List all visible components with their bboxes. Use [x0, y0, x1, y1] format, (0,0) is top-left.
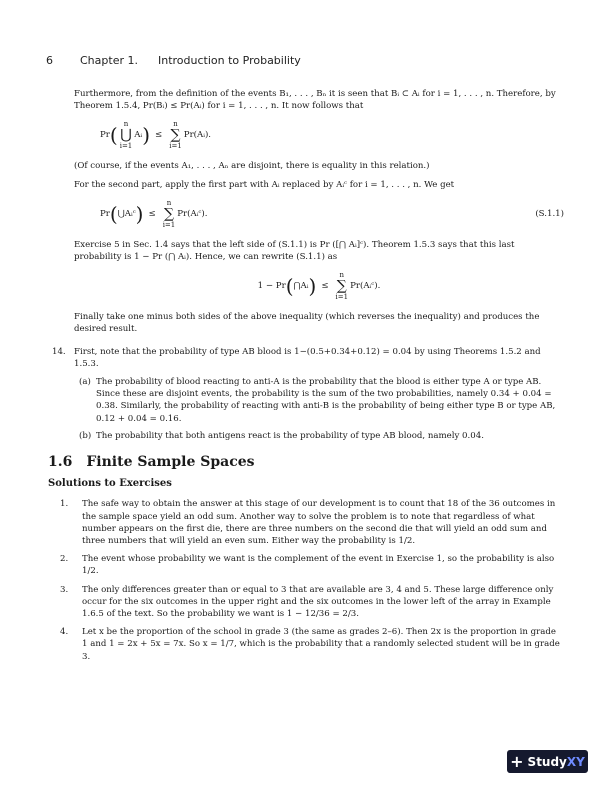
eq-lhs: 1 − Pr — [257, 281, 286, 292]
item-text: The safe way to obtain the answer at this stage of our development is to count that 18 of the 36 outcomes in the sample space yield an odd sum. Another way to solve the problem is to note that regardless of what number appears on the first die, there are three numbers on the second die that will yield an odd sum and three numbers that will yield an even sum. Either way the probability is 1/2. — [82, 499, 556, 547]
exercise-list — [60, 498, 564, 662]
item-text: The event whose probability we want is the complement of the event in Exercise 1, so the probability is also 1/2. — [82, 554, 555, 577]
sum-operator — [169, 120, 182, 150]
paren-close: ) — [142, 123, 151, 148]
plus-icon: + — [510, 752, 524, 771]
equation-complement — [74, 271, 564, 301]
page-number: 6 — [46, 54, 53, 67]
paren-open: ( — [285, 274, 294, 299]
sum-symbol: ∑ — [163, 205, 174, 222]
item-label: 2. — [60, 554, 69, 565]
sum-lower: i=1 — [335, 293, 349, 302]
sub-item-a — [79, 376, 564, 425]
sub-text: The probability of blood reacting to anti-A is the probability that the blood is either type A or type AB. Since these are disjoint events, the probability is the sum of the two probabilities, namely 0.34 + 0.04 = 0.38. Similarly, the probability of reacting with anti-B is the probability of being either type B or type AB, 0.12 + 0.04 = 0.16. — [96, 377, 556, 424]
paren-open: ( — [109, 201, 118, 226]
eq-arg: Aᵢ — [134, 130, 143, 141]
paren-close: ) — [308, 274, 317, 299]
op-symbol: ⋃ — [120, 127, 132, 144]
equation-number: (S.1.1) — [535, 208, 564, 219]
sum-operator — [163, 199, 176, 229]
studyxy-logo[interactable] — [507, 750, 588, 773]
sub-label: (b) — [79, 430, 92, 441]
eq-relation: ≤ — [155, 130, 163, 141]
item-text: The only differences greater than or equal to 3 that are available are 3, 4 and 5. These large difference only occur for the six outcomes in the upper right and the six outcomes in the lower left of the array in Example 1.6.5 of the text. So the probability we want is 1 − 12/36 = 2/3. — [82, 584, 554, 620]
eq-rhs: Pr(Aᵢᶜ). — [177, 208, 208, 219]
list-item — [60, 498, 564, 547]
section-number: 1.6 — [48, 454, 73, 471]
eq-relation: ≤ — [321, 281, 329, 292]
paragraph: (Of course, if the events A₁, . . . , Aₙ are disjoint, there is equality in this relation.) — [74, 161, 430, 172]
logo-text: Study — [527, 754, 567, 769]
eq-lhs: Pr — [100, 208, 110, 219]
sum-symbol: ∑ — [336, 278, 347, 295]
exercise-14 — [52, 346, 564, 442]
item-text: Let x be the proportion of the school in grade 3 (the same as grades 2–6). Then 2x is the proportion in grade 1 and 1 = 2x + 5x = 7x. So x = 1/7, which is the probability that a randomly selected student will be in grade 3. — [82, 627, 560, 662]
item-text: First, note that the probability of type AB blood is 1−(0.5+0.34+0.12) = 0.04 by using Theorems 1.5.2 and 1.5.3. — [74, 346, 541, 369]
op-upper: n — [123, 120, 129, 129]
sum-upper: n — [173, 120, 178, 129]
eq-relation: ≤ — [148, 208, 156, 219]
sum-symbol: ∑ — [170, 127, 181, 144]
paragraph: Finally take one minus both sides of the above inequality (which reverses the inequality) and produces the desired result. — [74, 312, 540, 335]
eq-lhs: Pr — [100, 130, 110, 141]
equation-s11 — [100, 199, 564, 229]
op-lower: i=1 — [119, 142, 133, 151]
list-item — [60, 626, 564, 663]
eq-rhs: Pr(Aᵢ). — [183, 130, 212, 141]
item-label: 1. — [60, 499, 69, 510]
logo-accent-text: XY — [566, 754, 585, 769]
paragraph: For the second part, apply the first part with Aᵢ replaced by Aᵢᶜ for i = 1, . . . , n. We get — [74, 179, 455, 190]
chapter-label: Chapter 1. — [80, 54, 138, 67]
sum-upper: n — [166, 198, 172, 207]
eq-arg: ⋂Aᵢ — [293, 281, 309, 292]
union-operator — [120, 120, 133, 150]
paragraph: Furthermore, from the definition of the events B₁, . . . , Bₙ it is seen that Bᵢ ⊂ Aᵢ for i = 1, . . . , n. Therefore, by Theorem 1.5.4, Pr(Bᵢ) ≤ Pr(Aᵢ) for i = 1, . . . , n. It now follows that — [74, 89, 556, 112]
sum-upper: n — [339, 271, 345, 280]
eq-rhs: Pr(Aᵢᶜ). — [350, 281, 381, 292]
list-item — [60, 553, 564, 577]
item-label: 14. — [52, 346, 66, 357]
sub-item-b — [79, 430, 564, 442]
paragraph: Exercise 5 in Sec. 1.4 says that the left side of (S.1.1) is Pr ([⋂ Aᵢ]ᶜ). Theorem 1.5.3 says that this last probability is 1 − Pr (⋂ Aᵢ). Hence, we can rewrite (S.1.1) as — [74, 239, 515, 263]
equation-union-bound — [100, 120, 564, 150]
chapter-title: Introduction to Probability — [157, 54, 301, 67]
sub-label: (a) — [79, 377, 91, 388]
list-item — [60, 584, 564, 621]
item-label: 3. — [60, 584, 69, 595]
sum-lower: i=1 — [169, 142, 182, 151]
subsection-heading: Solutions to Exercises — [48, 478, 172, 490]
section-title: Finite Sample Spaces — [86, 454, 255, 471]
sub-text: The probability that both antigens react is the probability of type AB blood, namely 0.04. — [96, 430, 484, 441]
sum-lower: i=1 — [162, 220, 176, 229]
paren-open: ( — [109, 123, 118, 148]
eq-arg: ⋃Aᵢᶜ — [117, 208, 136, 219]
page-body — [48, 88, 564, 669]
section-heading — [48, 454, 564, 471]
paren-close: ) — [135, 201, 144, 226]
running-header — [46, 54, 301, 67]
sum-operator — [336, 271, 349, 301]
item-label: 4. — [60, 627, 69, 638]
